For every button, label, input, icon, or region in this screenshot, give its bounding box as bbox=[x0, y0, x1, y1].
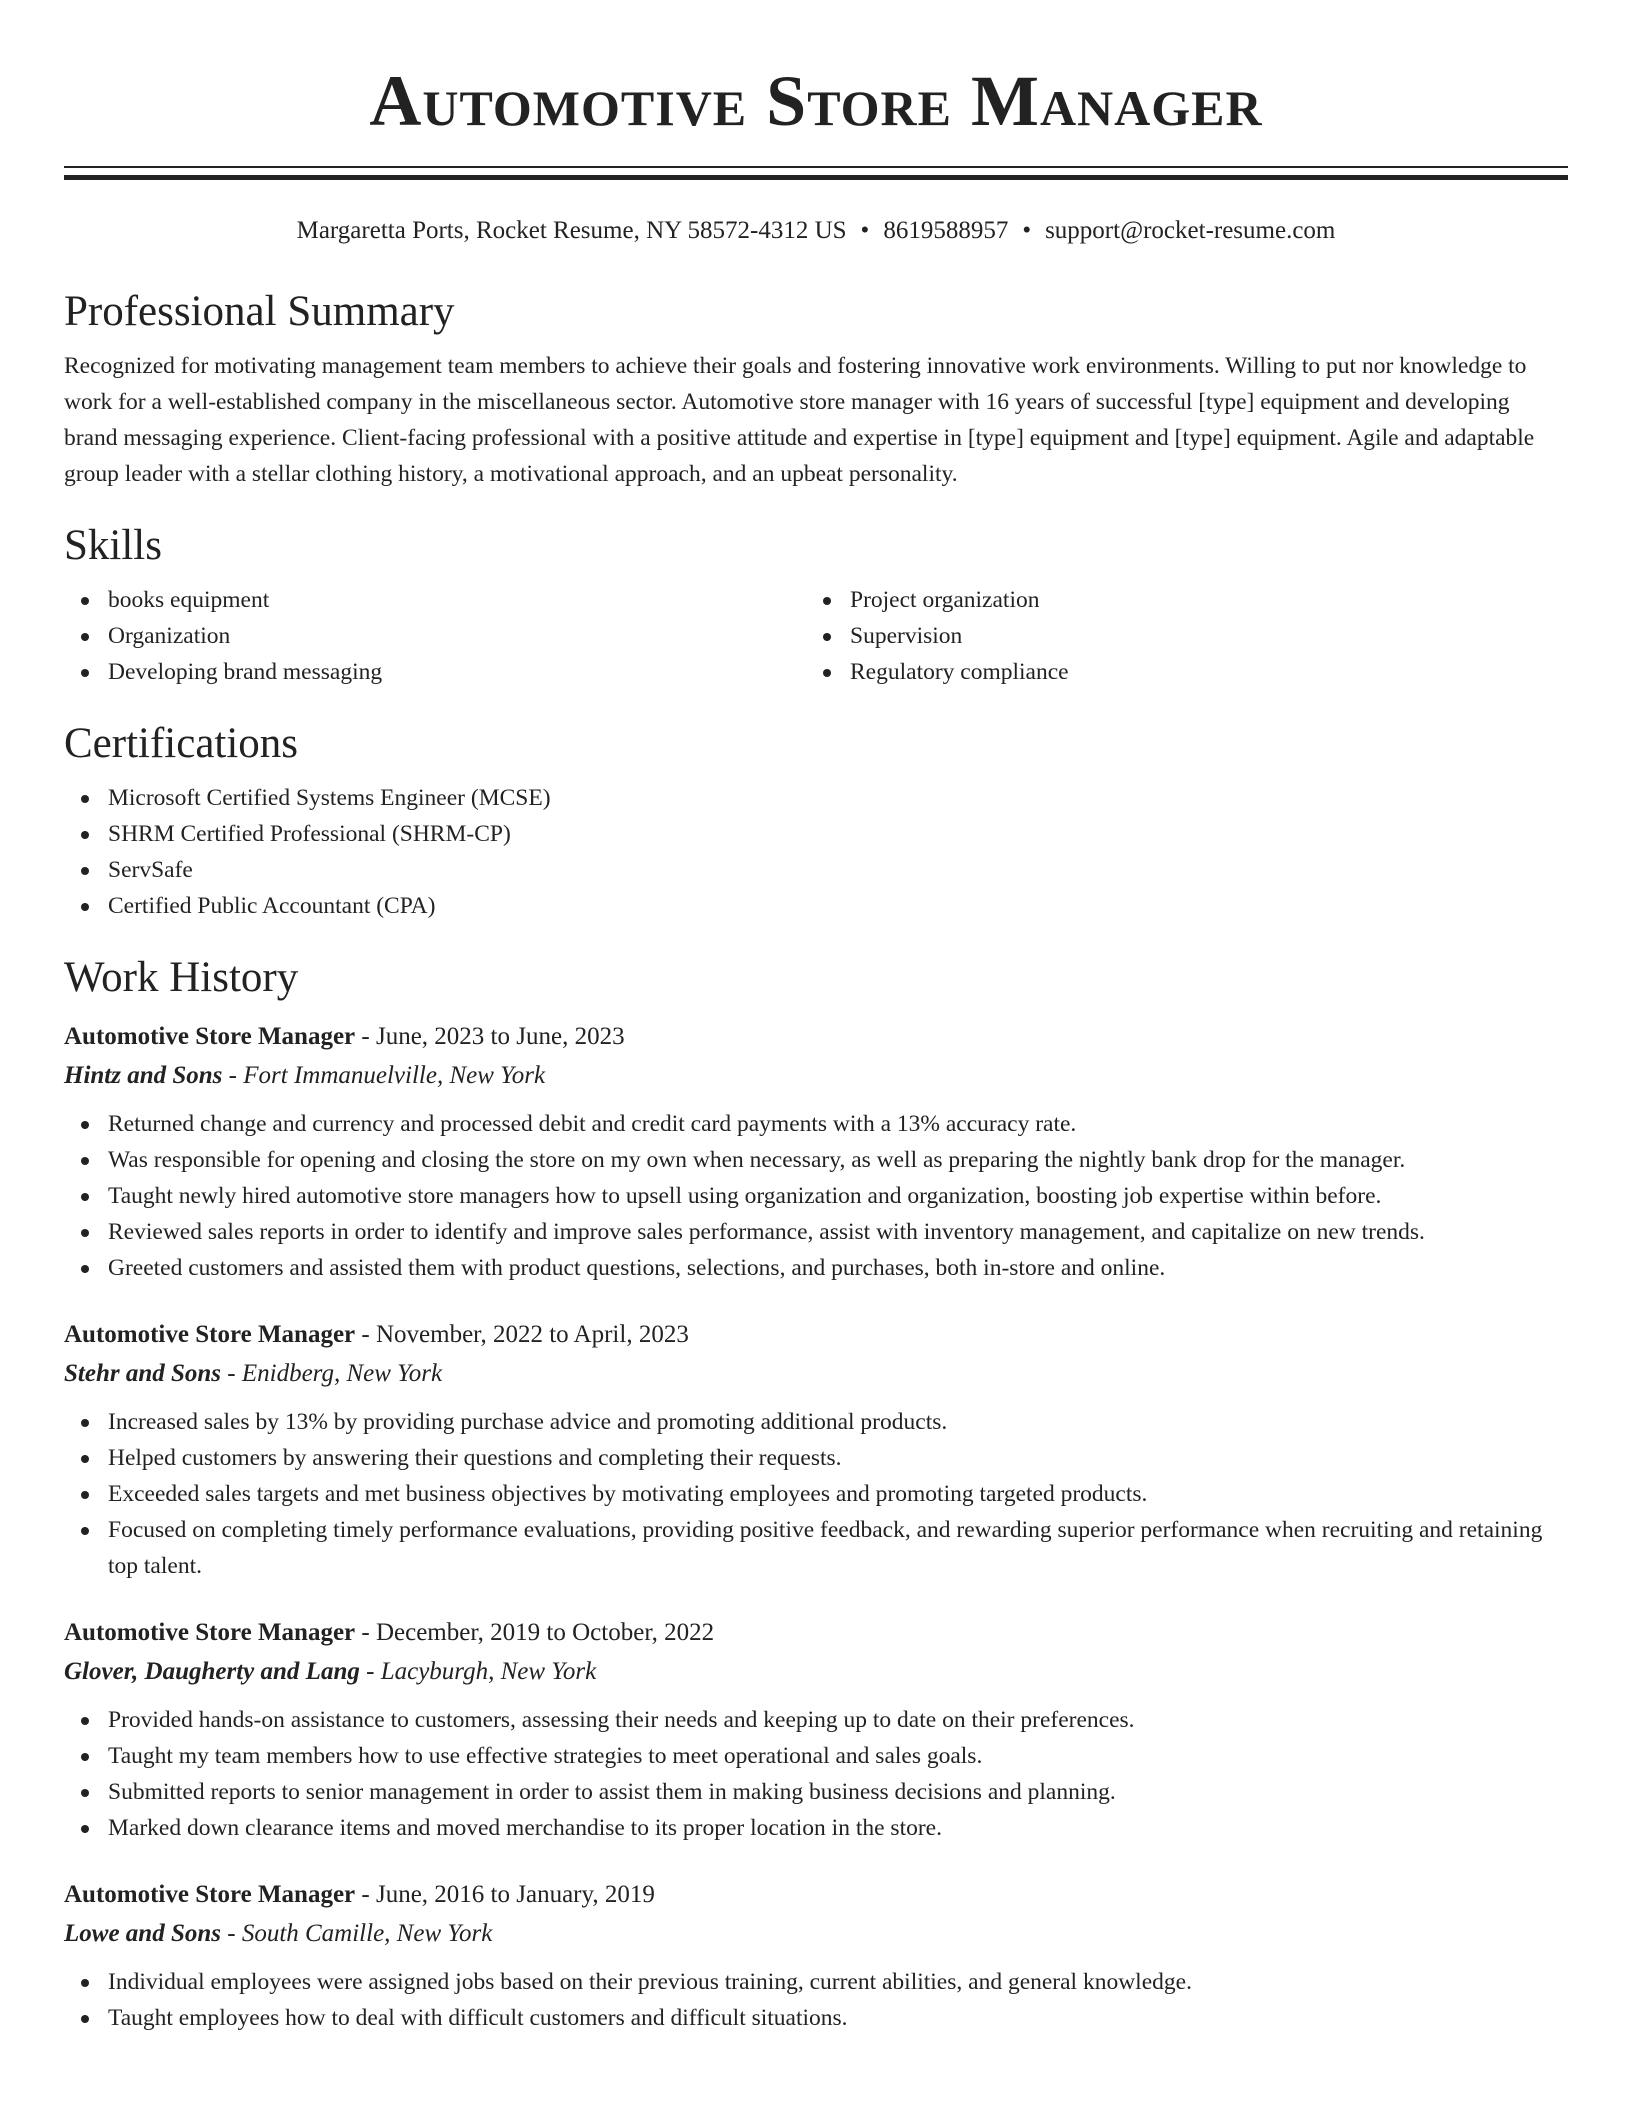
job-duty: Taught newly hired automotive store managers how to upsell using organization and organization, boosting job expertise within before. bbox=[64, 1178, 1568, 1214]
summary-heading: Professional Summary bbox=[64, 288, 455, 335]
skill-item: Developing brand messaging bbox=[64, 654, 806, 690]
job-duty: Reviewed sales reports in order to identify and improve sales performance, assist with inventory management, and capitalize on new trends. bbox=[64, 1214, 1568, 1250]
skills-list-right bbox=[806, 582, 1548, 690]
contact-email: support@rocket-resume.com bbox=[1045, 217, 1336, 244]
job-dash: - bbox=[220, 1920, 242, 1947]
job-duties-list bbox=[64, 1964, 1568, 2036]
job-dash: - bbox=[355, 1881, 376, 1908]
job-company-line bbox=[64, 1652, 1568, 1692]
job-company-line bbox=[64, 1056, 1568, 1096]
skill-item: Regulatory compliance bbox=[806, 654, 1548, 690]
job-location: South Camille, New York bbox=[241, 1920, 493, 1947]
job-dates: June, 2023 to June, 2023 bbox=[375, 1023, 625, 1050]
job-duties-list bbox=[64, 1404, 1568, 1584]
skill-item: books equipment bbox=[64, 582, 806, 618]
skills-list-left bbox=[64, 582, 806, 690]
job-entry bbox=[64, 1614, 1568, 1846]
contact-separator: • bbox=[1022, 217, 1032, 244]
certification-item: Microsoft Certified Systems Engineer (MCSE) bbox=[64, 780, 1568, 816]
job-duty: Increased sales by 13% by providing purchase advice and promoting additional products. bbox=[64, 1404, 1568, 1440]
job-company: Glover, Daugherty and Lang bbox=[64, 1658, 360, 1685]
job-duty: Exceeded sales targets and met business objectives by motivating employees and promoting targeted products. bbox=[64, 1476, 1568, 1512]
job-company-line bbox=[64, 1354, 1568, 1394]
skill-item: Organization bbox=[64, 618, 806, 654]
job-duty: Returned change and currency and processed debit and credit card payments with a 13% accuracy rate. bbox=[64, 1106, 1568, 1142]
title-divider-thick bbox=[64, 175, 1568, 180]
contact-address: Margaretta Ports, Rocket Resume, NY 58572-4312 US bbox=[296, 217, 847, 244]
skills-grid bbox=[64, 582, 1568, 690]
job-entry bbox=[64, 1876, 1568, 2036]
contact-separator: • bbox=[860, 217, 870, 244]
job-duties-list bbox=[64, 1702, 1568, 1846]
resume-title: Automotive Store Manager bbox=[369, 61, 1263, 141]
job-dash: - bbox=[355, 1023, 376, 1050]
job-dash: - bbox=[222, 1062, 244, 1089]
summary-text: Recognized for motivating management team members to achieve their goals and fostering innovative work environments. Willing to put nor knowledge to work for a well-established company in the miscellaneous sector. Automotive store manager with 16 years of successful [type] equipment and developing brand messaging experience. Client-facing professional with a positive attitude and expertise in [type] equipment and [type] equipment. Agile and adaptable group leader with a stellar clothing history, a motivational approach, and an upbeat personality. bbox=[64, 353, 1535, 487]
skill-item: Project organization bbox=[806, 582, 1548, 618]
skills-column-right bbox=[806, 582, 1548, 690]
certifications-list bbox=[64, 780, 1568, 924]
certification-item: Certified Public Accountant (CPA) bbox=[64, 888, 1568, 924]
job-entry bbox=[64, 1018, 1568, 1286]
certification-item: SHRM Certified Professional (SHRM-CP) bbox=[64, 816, 1568, 852]
job-duties-list bbox=[64, 1106, 1568, 1286]
work-history-heading: Work History bbox=[64, 954, 299, 1001]
job-dates: November, 2022 to April, 2023 bbox=[375, 1321, 689, 1348]
job-duty: Taught employees how to deal with difficult customers and difficult situations. bbox=[64, 2000, 1568, 2036]
job-company: Lowe and Sons bbox=[64, 1920, 221, 1947]
certification-item: ServSafe bbox=[64, 852, 1568, 888]
job-duty: Focused on completing timely performance evaluations, providing positive feedback, and rewarding superior performance when recruiting and retaining top talent. bbox=[64, 1512, 1568, 1584]
job-location: Fort Immanuelville, New York bbox=[243, 1062, 546, 1089]
job-title: Automotive Store Manager bbox=[64, 1881, 356, 1908]
skills-heading: Skills bbox=[64, 522, 162, 569]
job-entry bbox=[64, 1316, 1568, 1584]
skills-column-left bbox=[64, 582, 806, 690]
contact-phone: 8619588957 bbox=[883, 217, 1009, 244]
job-duty: Was responsible for opening and closing the store on my own when necessary, as well as preparing the nightly bank drop for the manager. bbox=[64, 1142, 1568, 1178]
job-title: Automotive Store Manager bbox=[64, 1619, 356, 1646]
job-duty: Marked down clearance items and moved merchandise to its proper location in the store. bbox=[64, 1810, 1568, 1846]
job-dash: - bbox=[355, 1619, 376, 1646]
job-location: Lacyburgh, New York bbox=[380, 1658, 597, 1685]
job-title-line bbox=[64, 1018, 1568, 1056]
job-company-line bbox=[64, 1914, 1568, 1954]
job-duty: Provided hands-on assistance to customers, assessing their needs and keeping up to date on their preferences. bbox=[64, 1702, 1568, 1738]
job-company: Stehr and Sons bbox=[64, 1360, 222, 1387]
job-duty: Greeted customers and assisted them with product questions, selections, and purchases, both in-store and online. bbox=[64, 1250, 1568, 1286]
job-duty: Taught my team members how to use effective strategies to meet operational and sales goals. bbox=[64, 1738, 1568, 1774]
job-title: Automotive Store Manager bbox=[64, 1321, 356, 1348]
job-dates: June, 2016 to January, 2019 bbox=[375, 1881, 655, 1908]
certifications-heading: Certifications bbox=[64, 720, 299, 767]
job-dash: - bbox=[355, 1321, 376, 1348]
job-location: Enidberg, New York bbox=[241, 1360, 443, 1387]
job-title: Automotive Store Manager bbox=[64, 1023, 356, 1050]
job-duty: Submitted reports to senior management in order to assist them in making business decisions and planning. bbox=[64, 1774, 1568, 1810]
contact-line bbox=[64, 216, 1568, 246]
job-dash: - bbox=[221, 1360, 242, 1387]
job-title-line bbox=[64, 1876, 1568, 1914]
job-duty: Helped customers by answering their questions and completing their requests. bbox=[64, 1440, 1568, 1476]
job-dash: - bbox=[359, 1658, 381, 1685]
title-divider-thin bbox=[64, 166, 1568, 168]
job-dates: December, 2019 to October, 2022 bbox=[375, 1619, 715, 1646]
job-title-line bbox=[64, 1614, 1568, 1652]
job-duty: Individual employees were assigned jobs based on their previous training, current abilities, and general knowledge. bbox=[64, 1964, 1568, 2000]
job-title-line bbox=[64, 1316, 1568, 1354]
job-company: Hintz and Sons bbox=[64, 1062, 223, 1089]
skill-item: Supervision bbox=[806, 618, 1548, 654]
